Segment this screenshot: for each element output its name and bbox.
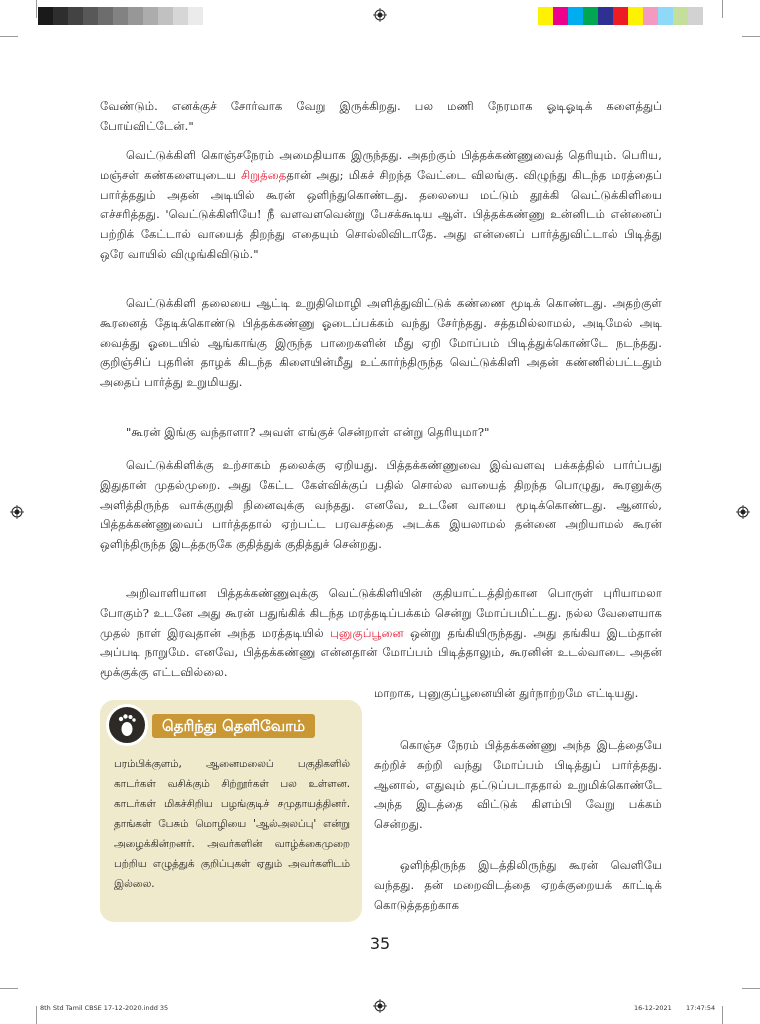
story-paragraph-4: "கூரன் இங்கு வந்தாளா? அவள் எங்குச் சென்றாள் என்று தெரியுமா?" <box>126 425 490 439</box>
info-box-text: பரம்பிக்குளம், ஆனைமலைப் பகுதிகளில் காடர்கள் வசிக்கும் சிற்றூர்கள் பல உள்ளன. காடர்கள் மிகச்சிறிய பழங்குடிச் சமுதாயத்தினர். தாங்கள் பேசும் மொழியை 'ஆல்அலப்பு' என்று அழைக்கின்றனர். அவர்களின் வாழ்க்கைமுறை பற்றிய எழுத்துக் குறிப்புகள் ஏதும் அவர்களிடம் இல்லை. <box>114 758 350 890</box>
story-paragraph-6-continued: மாறாக, புனுகுப்பூனையின் துர்நாற்றமே எட்டியது. <box>374 686 639 700</box>
color-swatch <box>658 7 673 25</box>
color-swatch <box>113 7 128 25</box>
registration-mark-icon <box>10 505 24 519</box>
color-swatch <box>628 7 643 25</box>
story-paragraph-3: வெட்டுக்கிளி தலையை ஆட்டி உறுதிமொழி அளித்துவிட்டுக் கண்ணை மூடிக் கொண்டது. அதற்குள் கூரனைத் தேடிக்கொண்டு பித்தக்கண்ணு ஓடைப்பக்கம் வந்து சேர்ந்தது. சத்தமில்லாமல், அடிமேல் அடி வைத்து ஓடையில் ஆங்காங்கு இருந்த பாறைகளின் மீது ஏறி மோப்பம் பிடித்துக்கொண்டே நடந்தது. குறிஞ்சிப் புதரின் தாழக் கிடந்த கிளையின்மீது உட்கார்ந்திருந்த வெட்டுக்கிளி அதன் கண்ணில்பட்டதும் அதைப் பார்த்து உறுமியது. <box>100 296 662 390</box>
page-number: 35 <box>369 934 391 953</box>
crop-mark <box>0 36 18 37</box>
color-swatch <box>613 7 628 25</box>
paragraph-text: அறிவாளியான பித்தக்கண்ணுவுக்கு வெட்டுக்கிளியின் குதியாட்டத்திற்கான பொருள் புரியாமலா போகும்? உடனே அது கூரன் பதுங்கிக் கிடந்த மரத்தடிப்பக்கம் சென்று மோப்பமிட்டது. நல்ல வேளையாக முதல் நாள் இரவுதான் அந்த மரத்தடியில் <box>100 586 662 640</box>
color-swatch <box>688 7 703 25</box>
color-swatch <box>143 7 158 25</box>
crop-mark <box>722 1006 723 1024</box>
highlighted-word: சிறுத்தை <box>241 167 287 182</box>
color-swatch <box>538 7 553 25</box>
grey-calibration-bar <box>38 7 218 25</box>
paragraph-text: ஒன்று தங்கியிருந்தது. அது தங்கிய இடம்தான் அப்படி நாறுமே. எனவே, பித்தக்கண்ணு என்னதான் மோப்பம் பிடித்தாலும், கூரனின் உடல்வாடை அதன் மூக்குக்கு எட்டவில்லை. <box>100 625 662 680</box>
color-swatch <box>673 7 688 25</box>
color-swatch <box>583 7 598 25</box>
story-paragraph-7: கொஞ்ச நேரம் பித்தக்கண்ணு அந்த இடத்தையே சுற்றிச் சுற்றி வந்து மோப்பம் பிடித்துப் பார்த்தது. ஆனால், எதுவும் தட்டுப்படாததால் உறுமிக்கொண்டே அந்த இடத்தை விட்டுக் கிளம்பி வேறு பக்கம் சென்றது. <box>374 738 662 832</box>
story-paragraph-8: ஒளிந்திருந்த இடத்திலிருந்து கூரன் வெளியே வந்தது. தன் மறைவிடத்தை ஏறக்குறையக் காட்டிக் கொடுத்ததற்காக <box>374 858 662 912</box>
footer-time: 17:47:54 <box>686 1004 716 1012</box>
registration-mark-icon <box>373 8 387 22</box>
crop-mark <box>36 0 37 18</box>
info-box-header <box>106 708 336 740</box>
color-swatch <box>598 7 613 25</box>
info-box-title: தெரிந்து தெளிவோம் <box>152 714 315 738</box>
color-swatch <box>643 7 658 25</box>
color-swatch <box>188 7 203 25</box>
color-swatch <box>173 7 188 25</box>
footer-date: 16-12-2021 <box>634 1004 672 1012</box>
color-swatch <box>203 7 218 25</box>
crop-mark <box>36 1006 37 1024</box>
footer-filename: 8th Std Tamil CBSE 17-12-2020.indd 35 <box>40 1004 169 1012</box>
registration-mark-icon <box>373 999 387 1013</box>
color-swatch <box>68 7 83 25</box>
story-paragraph-1: வேண்டும். எனக்குச் சோர்வாக வேறு இருக்கிறது. பல மணி நேரமாக ஓடிஓடிக் களைத்துப் போய்விட்டேன்." <box>100 99 662 133</box>
paragraph-text: தான் அது; மிகச் சிறந்த வேட்டை விலங்கு. விழுந்து கிடந்த மரத்தைப் பார்த்ததும் அதன் அடியில் கூரன் ஒளிந்துகொண்டது. தலையை மட்டும் தூக்கி வெட்டுக்கிளியை எச்சரித்தது. 'வெட்டுக்கிளியே! நீ வளவளவென்று பேசக்கூடிய ஆள். பித்தக்கண்ணு உன்னிடம் என்னைப் பற்றிக் கேட்டால் வாயைத் திறந்து எதையும் சொல்லிவிடாதே. அது என்னைப் பார்த்துவிட்டால் பிடித்து ஒரே வாயில் விழுங்கிவிடும்." <box>100 167 662 261</box>
paragraph-text: வெட்டுக்கிளி கொஞ்சநேரம் அமைதியாக இருந்தது. அதற்கும் பித்தக்கண்ணுவைத் தெரியும். பெரிய, மஞ்சள் கண்களையுடைய <box>100 148 662 182</box>
color-swatch <box>553 7 568 25</box>
story-paragraph-5: வெட்டுக்கிளிக்கு உற்சாகம் தலைக்கு ஏறியது. பித்தக்கண்ணுவை இவ்வளவு பக்கத்தில் பார்ப்பது இதுதான் முதல்முறை. அது கேட்ட கேள்விக்குப் பதில் சொல்ல வாயைத் திறந்த பொழுது, கூரனுக்கு அளித்திருந்த வாக்குறுதி நினைவுக்கு வந்தது. எனவே, உடனே வாயை மூடிக்கொண்டது. ஆனால், பித்தக்கண்ணுவைப் பார்த்ததால் ஏற்பட்ட பரவசத்தை அடக்க இயலாமல் தன்னை அறியாமல் கூரன் ஒளிந்திருந்த இடத்தருகே குதித்துக் குதித்துச் சென்றது. <box>100 458 662 552</box>
crop-mark <box>0 988 18 989</box>
color-swatch <box>83 7 98 25</box>
crop-mark <box>742 988 760 989</box>
color-swatch <box>98 7 113 25</box>
color-swatch <box>568 7 583 25</box>
info-box <box>100 700 362 922</box>
color-swatch <box>53 7 68 25</box>
color-calibration-bar <box>538 7 703 25</box>
registration-mark-icon <box>736 505 750 519</box>
story-paragraph-6 <box>100 584 662 683</box>
color-swatch <box>158 7 173 25</box>
color-swatch <box>128 7 143 25</box>
footprint-icon <box>106 704 148 746</box>
color-swatch <box>38 7 53 25</box>
story-paragraph-2 <box>100 146 662 265</box>
highlighted-word: புனுகுப்பூனை <box>330 625 404 640</box>
crop-mark <box>742 36 760 37</box>
crop-mark <box>722 0 723 18</box>
